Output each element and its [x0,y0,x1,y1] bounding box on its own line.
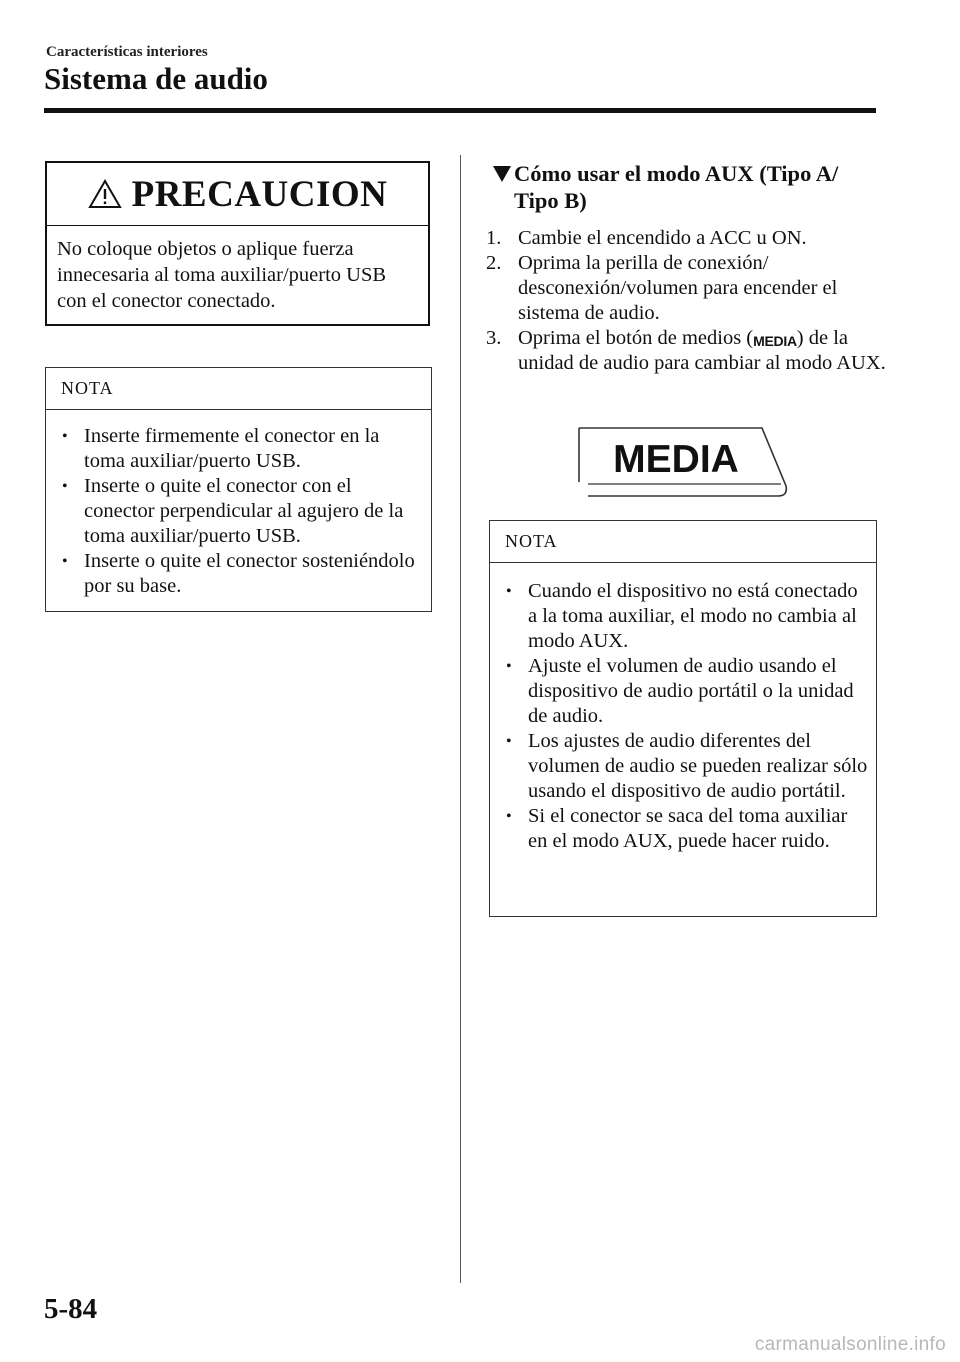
step-item [486,226,886,251]
list-item: • Si el conector se saca del toma auxiliar en el modo AUX, puede hacer ruido. [506,805,848,852]
list-item-text: Inserte firmemente el conector en la toma auxiliar/puerto USB. [84,425,380,472]
list-item: • Inserte o quite el conector con el conector perpendicular al agujero de la toma auxiliar/puerto USB. [62,475,404,547]
column-divider [460,155,461,1283]
media-button-label: MEDIA [613,438,739,481]
list-item-text: Si el conector se saca del toma auxiliar en el modo AUX, puede hacer ruido. [528,805,848,852]
list-item: • Ajuste el volumen de audio usando el dispositivo de audio portátil o la unidad de audio. [506,655,854,727]
nota-box-left [45,367,432,612]
step-number: 2. [486,252,502,274]
nota-list [490,563,876,854]
nota-title: NOTA [46,368,431,410]
list-item: • Inserte o quite el conector sosteniéndolo por su base. [62,550,415,597]
page-number: 5-84 [44,1293,98,1325]
list-item: • Cuando el dispositivo no está conectado a la toma auxiliar, el modo no cambia al modo AUX. [506,580,858,652]
list-item-text: Cuando el dispositivo no está conectado a la toma auxiliar, el modo no cambia al modo AUX. [528,580,858,652]
media-button-illustration [576,424,790,500]
step-text-after: ) de la unidad de audio para cambiar al modo AUX. [518,327,886,374]
caution-text: No coloque objetos o aplique fuerza innecesaria al toma auxiliar/puerto USB con el conector conectado. [57,238,387,312]
step-text: Oprima la perilla de conexión/ desconexión/volumen para encender el sistema de audio. [518,252,838,324]
step-text: Cambie el encendido a ACC u ON. [518,227,807,249]
list-item: • Inserte firmemente el conector en la toma auxiliar/puerto USB. [62,425,380,472]
step-number: 3. [486,327,502,349]
list-item-text: Inserte o quite el conector con el conector perpendicular al agujero de la toma auxiliar/puerto USB. [84,475,404,547]
caution-title: PRECAUCION [131,173,388,215]
list-item-text: Los ajustes de audio diferentes del volumen de audio se pueden realizar sólo usando el dispositivo de audio portátil. [528,730,868,802]
page-title: Sistema de audio [44,61,268,96]
step-text-before: Oprima el botón de medios ( [518,327,754,349]
media-inline-icon: MEDIA [753,333,797,349]
list-item-text: Inserte o quite el conector sosteniéndolo por su base. [84,550,415,597]
aux-section-heading [492,160,882,214]
list-item-text: Ajuste el volumen de audio usando el dispositivo de audio portátil o la unidad de audio. [528,655,854,727]
header-rule [44,108,876,113]
warning-triangle-icon [88,179,122,209]
steps-list [486,226,886,376]
chapter-label: Características interiores [46,44,208,60]
nota-box-right [489,520,877,917]
caution-header [47,163,428,226]
caution-box [45,161,430,326]
watermark: carmanualsonline.info [754,1334,946,1355]
nota-title: NOTA [490,521,876,563]
aux-heading-text: Cómo usar el modo AUX (Tipo A/ Tipo B) [514,161,839,213]
step-item [486,326,886,376]
section-triangle-icon [492,165,512,183]
step-number: 1. [486,227,502,249]
list-item: • Los ajustes de audio diferentes del volumen de audio se pueden realizar sólo usando el dispositivo de audio portátil. [506,730,868,802]
step-item [486,251,886,326]
nota-list [46,410,431,599]
